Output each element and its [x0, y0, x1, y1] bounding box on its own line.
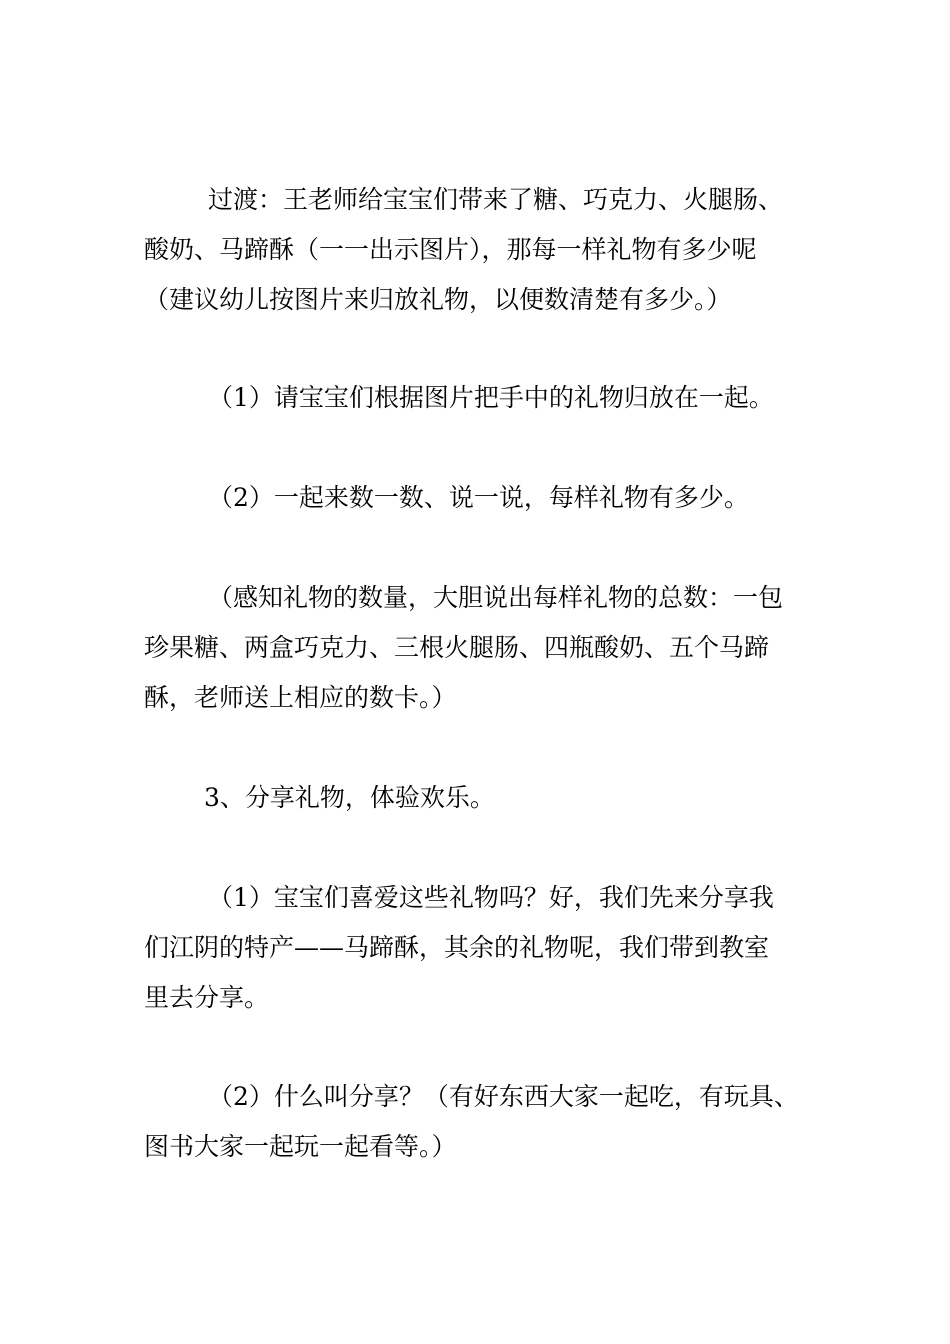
paragraph-transition: [144, 182, 844, 317]
text-line: 酥，老师送上相应的数卡。）: [144, 683, 457, 712]
text-line: （建议幼儿按图片来归放礼物，以便数清楚有多少。）: [144, 285, 732, 314]
text-line: 珍果糖、两盒巧克力、三根火腿肠、四瓶酸奶、五个马蹄: [144, 633, 770, 662]
paragraph-step-2: [144, 480, 844, 515]
text-line: 酸奶、马蹄酥（一一出示图片），那每一样礼物有多少呢: [144, 235, 757, 264]
section-heading-3: [144, 780, 844, 815]
text-line: （2）什么叫分享？（有好东西大家一起吃，有玩具、: [208, 1082, 799, 1111]
paragraph-share-1: [144, 880, 844, 1015]
text-line: （2）一起来数一数、说一说，每样礼物有多少。: [208, 483, 749, 512]
paragraph-perception-note: [144, 580, 844, 715]
text-line: （1）宝宝们喜爱这些礼物吗？好，我们先来分享我: [208, 883, 774, 912]
text-line: 过渡：王老师给宝宝们带来了糖、巧克力、火腿肠、: [208, 185, 784, 214]
text-line: 们江阴的特产——马蹄酥，其余的礼物呢，我们带到教室: [144, 933, 770, 962]
paragraph-step-1: [144, 380, 844, 415]
text-line: 3、分享礼物，体验欢乐。: [204, 783, 495, 812]
text-line: （感知礼物的数量，大胆说出每样礼物的总数：一包: [208, 583, 784, 612]
text-line: 里去分享。: [144, 983, 270, 1012]
paragraph-share-2: [144, 1079, 844, 1164]
text-line: （1）请宝宝们根据图片把手中的礼物归放在一起。: [208, 383, 774, 412]
text-line: 图书大家一起玩一起看等。）: [144, 1132, 457, 1161]
